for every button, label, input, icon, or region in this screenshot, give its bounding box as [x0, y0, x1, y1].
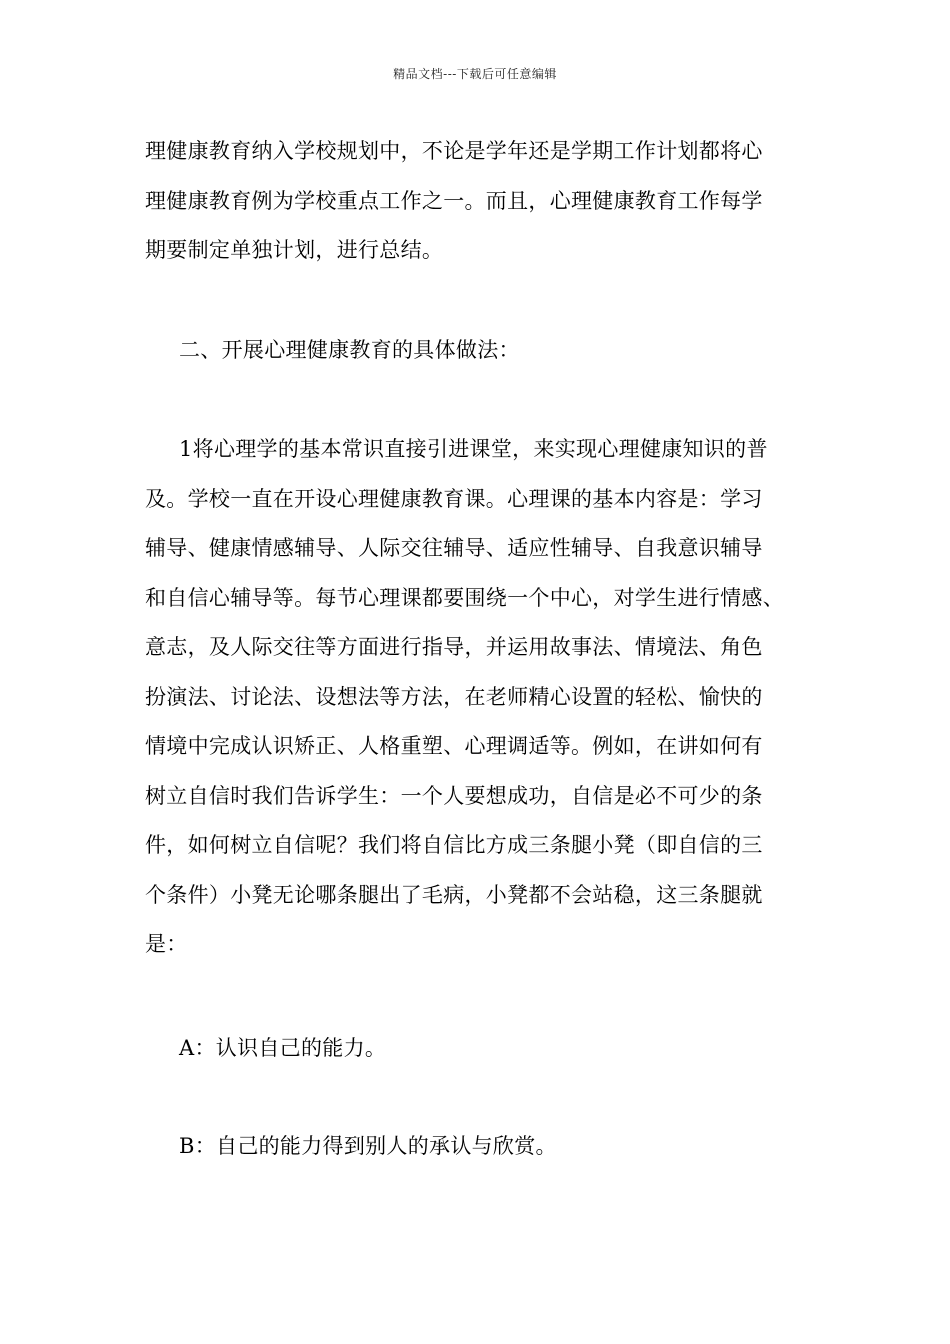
- list-item-b: [145, 1122, 815, 1172]
- list-item-a: [145, 1024, 815, 1074]
- section-heading: [145, 326, 815, 376]
- paragraph-2-line: 及。学校一直在开设心理健康教育课。心理课的基本内容是：学习: [145, 486, 763, 511]
- list-item-a-text: A：认识自己的能力。: [179, 1036, 387, 1060]
- paragraph-2-line: 是：: [145, 932, 188, 956]
- paragraph-2-line: 意志，及人际交往等方面进行指导，并运用故事法、情境法、角色: [145, 635, 763, 659]
- paragraph-1-line: 理健康教育纳入学校规划中，不论是学年还是学期工作计划都将心: [145, 139, 763, 163]
- paragraph-2-line: 1将心理学的基本常识直接引进课堂，来实现心理健康知识的普: [179, 437, 768, 461]
- page-header: 精品文档---下载后可任意编辑: [393, 67, 557, 81]
- paragraph-1-line: 理健康教育例为学校重点工作之一。而且，心理健康教育工作每学: [145, 188, 763, 213]
- paragraph-2-line: 和自信心辅导等。每节心理课都要围绕一个中心，对学生进行情感、: [145, 585, 784, 610]
- paragraph-2-line: 辅导、健康情感辅导、人际交往辅导、适应性辅导、自我意识辅导: [145, 536, 763, 560]
- paragraph-2: [145, 425, 815, 970]
- paragraph-2-line: 情境中完成认识矫正、人格重塑、心理调适等。例如，在讲如何有: [145, 734, 763, 758]
- paragraph-2-line: 个条件）小凳无论哪条腿出了毛病，小凳都不会站稳，这三条腿就: [145, 882, 763, 907]
- paragraph-2-line: 扮演法、讨论法、设想法等方法，在老师精心设置的轻松、愉快的: [145, 684, 763, 709]
- list-item-b-text: B：自己的能力得到别人的承认与欣赏。: [179, 1134, 557, 1158]
- section-heading-text: 二、开展心理健康教育的具体做法：: [179, 338, 520, 362]
- paragraph-2-line: 件，如何树立自信呢？我们将自信比方成三条腿小凳（即自信的三: [145, 833, 763, 857]
- paragraph-1-line: 期要制定单独计划，进行总结。: [145, 238, 444, 262]
- paragraph-2-line: 树立自信时我们告诉学生：一个人要想成功，自信是必不可少的条: [145, 783, 763, 808]
- paragraph-1: [145, 127, 815, 276]
